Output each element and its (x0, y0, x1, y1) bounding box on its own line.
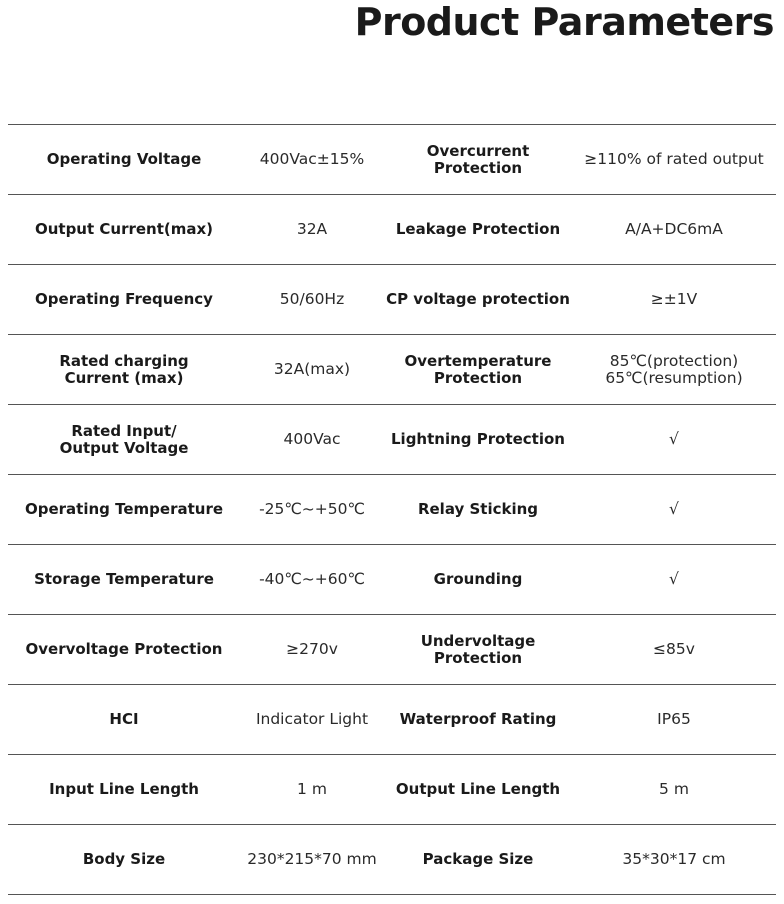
parameter-value: 400Vac±15% (259, 150, 365, 168)
parameter-value: 50/60Hz (279, 290, 345, 308)
parameter-label: Operating Temperature (24, 500, 224, 518)
table-row (8, 825, 776, 895)
table-row (8, 125, 776, 195)
parameter-label: Operating Frequency (35, 290, 213, 308)
table-row (8, 545, 776, 615)
parameter-value: 5 m (659, 780, 689, 798)
parameter-value: √ (669, 500, 679, 518)
table-row (8, 195, 776, 265)
parameter-value: ≥270v (286, 640, 338, 658)
table-row (8, 475, 776, 545)
table-row (8, 755, 776, 825)
parameter-label: Leakage Protection (395, 220, 561, 238)
parameter-value: ≥±1V (650, 290, 698, 308)
page-title: Product Parameters (354, 0, 774, 44)
parameter-value: -25℃~+50℃ (259, 500, 365, 518)
parameter-label: Output Line Length (395, 780, 561, 798)
parameter-label: Storage Temperature (34, 570, 214, 588)
parameter-value: ≥110% of rated output (584, 150, 764, 168)
parameter-label: Operating Voltage (46, 150, 202, 168)
parameter-value: 85℃(protection) 65℃(resumption) (605, 351, 743, 387)
parameter-value: 35*30*17 cm (622, 850, 726, 868)
parameters-table (8, 124, 776, 895)
table-row (8, 335, 776, 405)
parameter-label: Grounding (433, 570, 523, 588)
parameter-value: 32A(max) (273, 360, 351, 378)
parameter-value: 400Vac (283, 430, 341, 448)
parameter-value: 1 m (297, 780, 327, 798)
parameter-label: Body Size (82, 850, 166, 868)
parameter-value: A/A+DC6mA (625, 220, 723, 238)
parameter-label: CP voltage protection (386, 290, 570, 308)
parameter-label: Package Size (422, 850, 534, 868)
table-row (8, 685, 776, 755)
parameter-value: √ (669, 430, 679, 448)
parameter-value: -40℃~+60℃ (259, 570, 365, 588)
parameter-label: Overcurrent Protection (426, 141, 530, 177)
parameter-value: ≤85v (653, 640, 695, 658)
parameter-label: Lightning Protection (391, 430, 565, 448)
parameter-label: Input Line Length (49, 780, 199, 798)
parameter-label: Overtemperature Protection (404, 351, 552, 387)
parameter-value: IP65 (657, 710, 691, 728)
parameter-label: HCI (109, 710, 139, 728)
parameter-value: 230*215*70 mm (247, 850, 377, 868)
parameter-label: Overvoltage Protection (25, 640, 223, 658)
parameter-label: Rated charging Current (max) (59, 351, 189, 387)
parameter-label: Waterproof Rating (399, 710, 557, 728)
table-row (8, 615, 776, 685)
parameter-value: 32A (296, 220, 328, 238)
table-row (8, 405, 776, 475)
parameter-label: Relay Sticking (417, 500, 539, 518)
parameter-value: Indicator Light (255, 710, 369, 728)
parameter-value: √ (669, 570, 679, 588)
parameter-label: Rated Input/ Output Voltage (59, 421, 189, 457)
parameter-label: Undervoltage Protection (420, 631, 536, 667)
table-row (8, 265, 776, 335)
parameter-label: Output Current(max) (34, 220, 214, 238)
